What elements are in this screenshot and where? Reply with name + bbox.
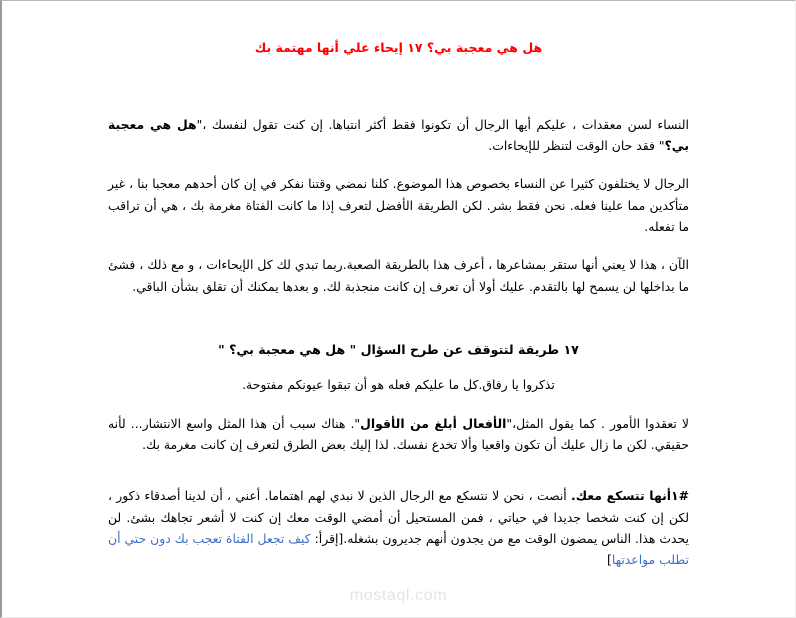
intro-p1-bold-phrase: هل هي معجبة بي؟	[108, 116, 689, 154]
page-title: هل هي معجبة بي؟ ١٧ إيحاء علي أنها مهتمة بك	[254, 40, 543, 55]
intro-p1-text-b: " فقد حان الوقت لتنظر للإيحاءات.	[488, 138, 665, 154]
section-heading-bold-phrase: هل هي معجبة بي؟	[229, 342, 346, 358]
document-content	[2, 1, 795, 617]
section-paragraph-1	[108, 413, 689, 456]
intro-paragraph-2: الرجال لا يختلفون كثيرا عن النساء بخصوص هذا الموضوع. كلنا نمضي وقتنا نفكر في إن كان أحدهم معجبا بنا ، غير متأكدين مما علينا فعله. نحن فقط بشر. لكن الطريقة الأفضل لتعرف إذا ما كانت الفتاة مغرمة بك ، هي أن تراقب ما تفعله.	[108, 176, 689, 235]
item-1-title: أنها تتسكع معك.	[571, 488, 672, 504]
section-p1-bold-proverb: الأفعال أبلغ من الأقوال	[360, 415, 507, 431]
list-item	[108, 485, 689, 570]
main-section	[108, 339, 689, 455]
intro-paragraph-1	[108, 114, 689, 157]
intro-paragraph-3: الآن ، هذا لا يعني أنها ستقر بمشاعرها ، أعرف هذا بالطريقة الصعبة.ربما تبدي لك كل الإيحاءات ، و مع ذلك ، فشئ ما بداخلها لن يسمح لها بالتقدم. عليك أولا أن تعرف إن كانت منجذبة لك. و بعدها يمكنك أن تقلق بشأن الباقي.	[108, 257, 689, 294]
intro-p1-text-a: النساء لسن معقدات ، عليكم أيها الرجال أن تكونوا فقط أكثر انتباها. إن كنت تقول لنفسك ،"	[196, 116, 690, 132]
section-note: تذكروا يا رفاق.كل ما عليكم فعله هو أن تبقوا عيونكم مفتوحة.	[242, 377, 555, 393]
section-heading-text-a: ١٧ طريقة لتتوقف عن طرح السؤال "	[345, 342, 579, 358]
watermark: mostaql.com	[349, 587, 448, 604]
item-1-body: أنصت ، نحن لا نتسكع مع الرجال الذين لا نبدي لهم اهتماما. أعني ، أن لدينا أصدقاء ذكور ، لكن إن كنت شخصا جديدا في حياتي ، فمن المستحيل أن أمضي الوقت معك إن كنت لا أشعر تجاهك بشئ. لن يحدث هذا. الناس يمضون الوقت مع من يجدون أنهم جديرون بشغله.	[108, 488, 689, 547]
intro-section	[108, 114, 689, 297]
section-p1-text-a: لا تعقدوا الأمور . كما يقول المثل،"	[506, 415, 689, 431]
item-1-link-open-bracket: [إقرأ:	[310, 531, 344, 547]
item-1-link-close-bracket: ]	[607, 552, 612, 568]
section-heading	[108, 339, 689, 360]
section-p1-text-b: ". هناك سبب أن هذا المثل واسع الانتشار... لأنه حقيقي. لكن ما زال عليك أن تكون واقعيا وألا تخدع نفسك. لذا إليك بعض الطرق لتعرف إن كانت مغرمة بك.	[108, 415, 689, 453]
section-heading-text-b: "	[218, 342, 230, 358]
item-1-paragraph	[108, 485, 689, 570]
item-1-number: #١	[671, 488, 689, 504]
related-article-link[interactable]: كيف تجعل الفتاة تعجب بك دون حتي أن تطلب مواعدتها	[107, 531, 689, 568]
